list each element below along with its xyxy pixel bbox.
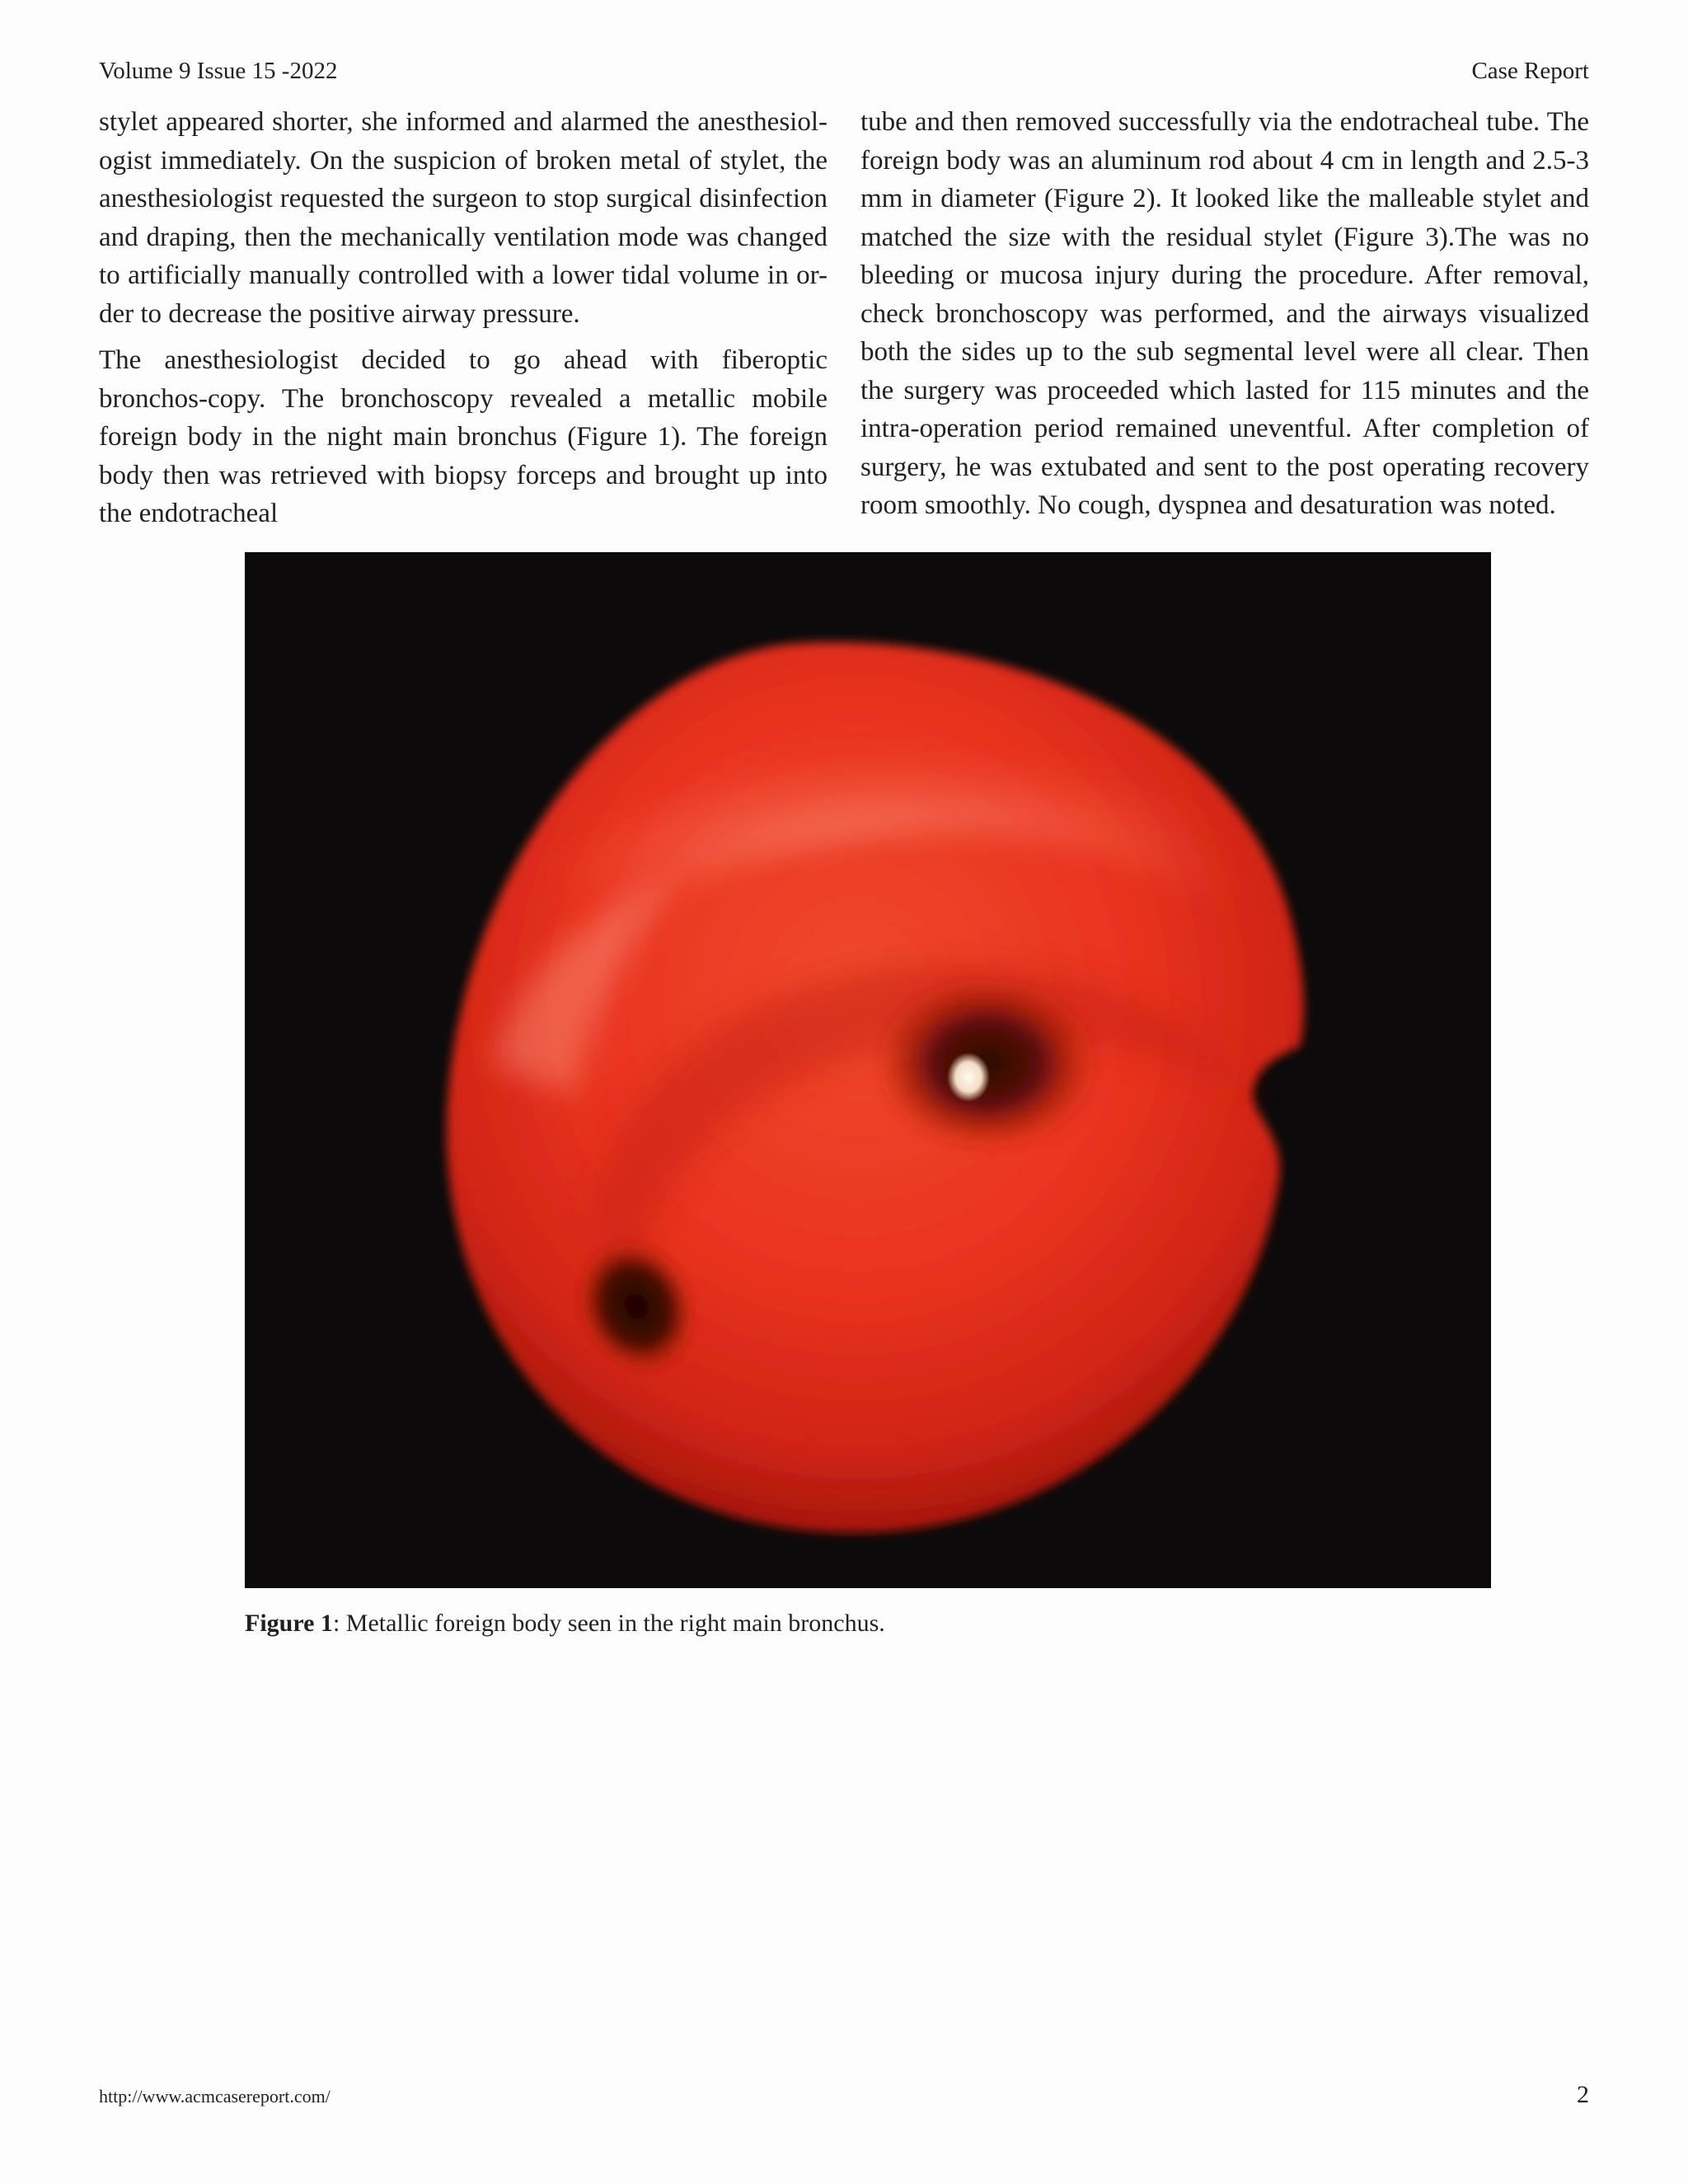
figure-label: Figure 1	[245, 1610, 333, 1637]
figure-caption-text: : Metallic foreign body seen in the right main bronchus.	[332, 1610, 885, 1637]
text-column-right	[860, 103, 1589, 533]
bronchoscopy-image	[245, 552, 1491, 1588]
paragraph: stylet appeared shorter, she informed and alarmed the anesthesiol-ogist immediately. On the suspicion of broken metal of stylet, the anesthesiologist requested the surgeon to stop surgical disinfection and draping, then the mechanically ventilation mode was changed to artificially manually controlled with a lower tidal volume in or-der to decrease the positive airway pressure.	[99, 107, 828, 329]
page-number: 2	[1577, 2081, 1589, 2108]
article-type: Case Report	[1471, 58, 1589, 84]
text-column-left	[99, 103, 828, 541]
figure-caption	[245, 1609, 1491, 1638]
paragraph: The anesthesiologist decided to go ahead with fiberoptic bronchos-copy. The bronchoscopy revealed a metallic mobile foreign body in the night main bronchus (Figure 1). The foreign body then was retrieved with biopsy forceps and brought up into the endotracheal	[99, 345, 828, 528]
paragraph: tube and then removed successfully via the endotracheal tube. The foreign body was an aluminum rod about 4 cm in length and 2.5-3 mm in diameter (Figure 2). It looked like the malleable stylet and matched the size with the residual stylet (Figure 3).The was no bleeding or mucosa injury during the procedure. After removal, check bronchoscopy was performed, and the airways visualized both the sides up to the sub segmental level were all clear. Then the surgery was proceeded which lasted for 115 minutes and the intra-operation period remained uneventful. After completion of surgery, he was extubated and sent to the post operating recovery room smoothly. No cough, dyspnea and desaturation was noted.	[860, 107, 1589, 520]
foreign-body	[947, 1052, 990, 1102]
bronchoscopy-illustration	[245, 552, 1491, 1588]
journal-volume: Volume 9 Issue 15 -2022	[99, 58, 338, 84]
footer-url[interactable]: http://www.acmcasereport.com/	[99, 2086, 331, 2107]
